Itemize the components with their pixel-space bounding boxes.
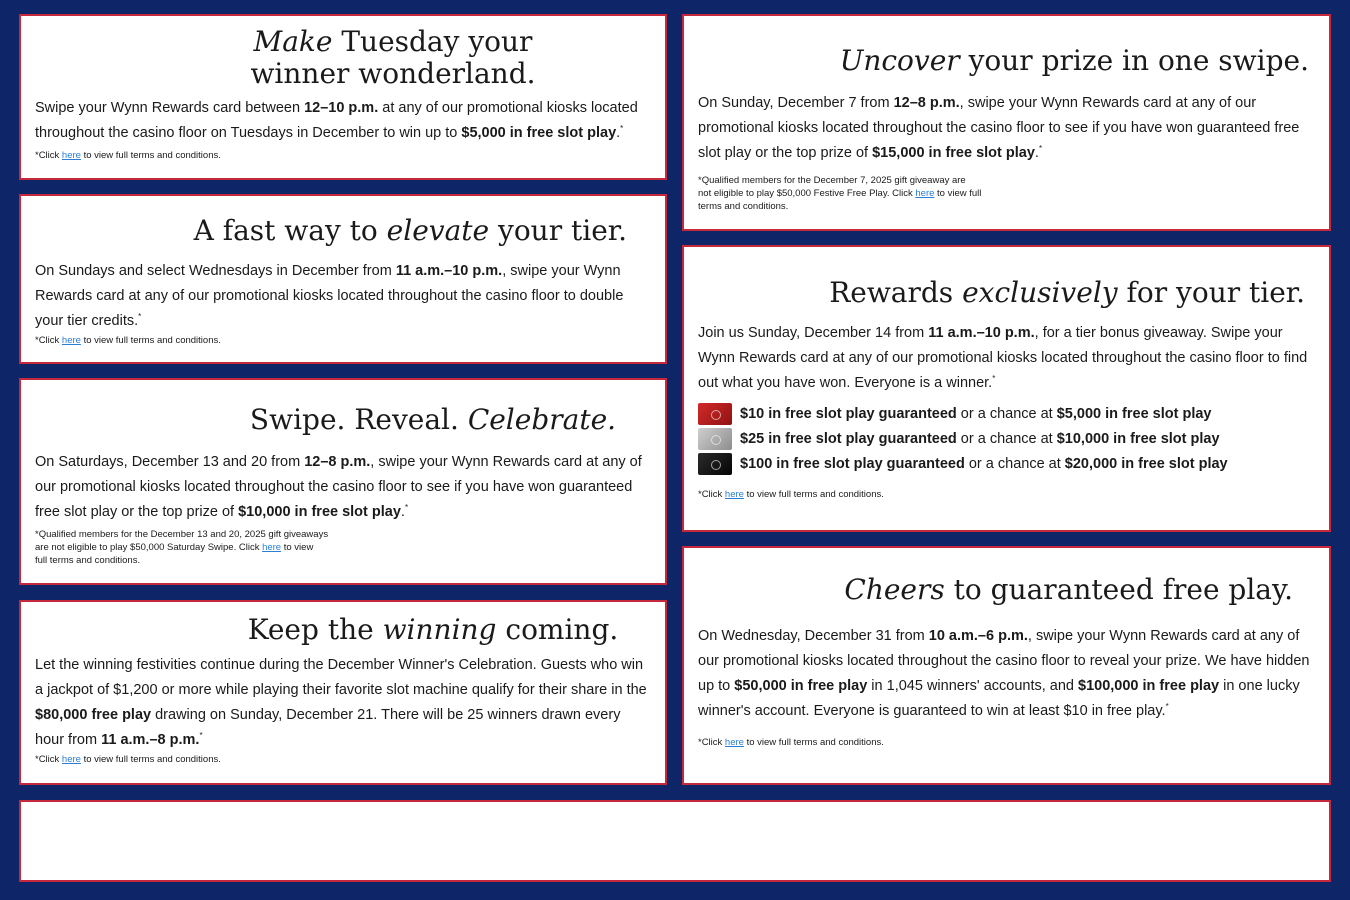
red-tier-card-icon — [698, 403, 732, 425]
body-text: , swipe your Wynn Rewards card at any of our promotional kiosks located throughout the casino floor to see if you have won guaranteed free slot play or the top prize of — [698, 95, 1300, 162]
body-prize: $80,000 free play — [35, 707, 152, 724]
headline-text: A fast way to — [193, 214, 387, 247]
tier-list — [698, 401, 1315, 476]
terms-text: to view full terms and conditions. — [80, 335, 221, 347]
body-time: 11 a.m.–10 p.m. — [395, 263, 503, 280]
promo-card-tier-credits — [19, 194, 667, 364]
tier-text: or a chance at — [956, 405, 1057, 422]
body-time: 12–8 p.m. — [893, 95, 960, 112]
tier-row-black — [698, 451, 1315, 476]
headline-emphasis: Uncover — [839, 44, 960, 77]
body-text: in 1,045 winners' accounts, and — [867, 678, 1079, 695]
terms-link[interactable]: here — [724, 489, 744, 501]
tier-guaranteed: $25 in free slot play guaranteed — [740, 430, 957, 447]
terms-note — [35, 334, 651, 347]
body-prize: $100,000 in free play — [1078, 678, 1220, 695]
headline-text: coming. — [496, 613, 619, 646]
body-text: at any of our promotional kiosks located throughout the casino floor on Tuesdays in December to win up to — [35, 100, 638, 142]
footnote-marker: * — [992, 374, 996, 384]
terms-link[interactable]: here — [61, 335, 81, 347]
footnote-marker: * — [1038, 144, 1043, 154]
terms-link[interactable]: here — [915, 188, 935, 200]
body-prize: $50,000 in free play — [734, 678, 868, 695]
promo-body — [35, 653, 651, 753]
promo-body — [35, 259, 651, 334]
terms-text: to view full terms and conditions. — [743, 737, 884, 749]
headline-emphasis: exclusively — [962, 276, 1118, 309]
body-time: 12–10 p.m. — [304, 100, 379, 117]
headline-text-line2: winner wonderland. — [250, 57, 536, 91]
promo-card-uncover — [682, 14, 1331, 231]
headline-text: for your tier. — [1117, 276, 1305, 309]
terms-text: *Qualified members for the December 7, 2025 gift giveaway are — [698, 175, 966, 187]
terms-note — [35, 753, 651, 766]
promo-headline — [698, 277, 1315, 309]
promo-body — [698, 321, 1315, 396]
promo-body — [698, 624, 1315, 724]
headline-emphasis: Celebrate. — [467, 403, 617, 436]
tier-text: or a chance at — [956, 430, 1057, 447]
body-text: . — [1034, 145, 1039, 162]
headline-text: your tier. — [489, 214, 627, 247]
headline-text: Tuesday your — [332, 25, 533, 58]
terms-link[interactable]: here — [262, 542, 282, 554]
body-text: Join us Sunday, December 14 from — [698, 325, 929, 342]
promo-card-tuesday — [19, 14, 667, 180]
terms-link[interactable]: here — [61, 754, 81, 766]
body-time: 11 a.m.–10 p.m. — [928, 325, 1035, 342]
tier-top-prize: $20,000 in free slot play — [1064, 455, 1228, 472]
headline-emphasis: Cheers — [844, 573, 945, 606]
footnote-marker: * — [620, 124, 624, 134]
headline-text: Keep the — [247, 613, 383, 646]
promo-card-winners-celebration — [19, 600, 667, 785]
terms-link[interactable]: here — [724, 737, 744, 749]
headline-text: Swipe. Reveal. — [249, 403, 468, 436]
terms-text: terms and conditions. — [698, 201, 789, 213]
terms-text: *Click — [35, 754, 62, 766]
terms-text: not eligible to play $50,000 Festive Free Play. Click — [698, 188, 916, 200]
terms-text: are not eligible to play $50,000 Saturday Swipe. Click — [35, 542, 263, 554]
promo-body — [35, 450, 651, 525]
terms-text: *Click — [698, 737, 725, 749]
body-text: , for a tier bonus giveaway. Swipe your Wynn Rewards card at any of our promotional kiosks located throughout the casino floor to find out what you have won. Everyone is a winner. — [698, 325, 1308, 392]
body-text: , swipe your Wynn Rewards card at any of our promotional kiosks located throughout the casino floor to reveal your prize. We have hidden up to — [698, 628, 1310, 695]
tier-text: or a chance at — [964, 455, 1065, 472]
body-time: 11 a.m.–8 p.m. — [101, 732, 200, 749]
footer-banner — [19, 800, 1331, 882]
terms-text: *Click — [698, 489, 725, 501]
headline-text: your prize in one swipe. — [959, 44, 1309, 77]
tier-top-prize: $10,000 in free slot play — [1056, 430, 1220, 447]
tier-guaranteed: $10 in free slot play guaranteed — [740, 405, 957, 422]
terms-text: full terms and conditions. — [35, 555, 141, 567]
promo-headline — [698, 574, 1315, 606]
promo-body — [698, 91, 1315, 166]
body-text: On Sunday, December 7 from — [698, 95, 894, 112]
terms-text: to view — [281, 542, 314, 554]
promo-headline — [35, 215, 651, 247]
promo-card-rewards-tier — [682, 245, 1331, 532]
terms-note — [698, 488, 1315, 501]
tier-row-red — [698, 401, 1315, 426]
body-text: Swipe your Wynn Rewards card between — [35, 100, 305, 117]
headline-emphasis: winning — [382, 613, 497, 646]
black-tier-card-icon — [698, 453, 732, 475]
body-text: in one lucky winner's account. Everyone is guaranteed to win at least $10 in free play. — [698, 678, 1300, 720]
body-text: drawing on Sunday, December 21. There will be 25 winners drawn every hour from — [35, 707, 621, 749]
body-time: 10 a.m.–6 p.m. — [928, 628, 1028, 645]
footnote-marker: * — [138, 312, 142, 322]
body-prize: $15,000 in free slot play — [872, 145, 1035, 162]
tier-top-prize: $5,000 in free slot play — [1056, 405, 1212, 422]
body-text: On Saturdays, December 13 and 20 from — [35, 454, 305, 471]
terms-note — [35, 528, 651, 567]
body-text: , swipe your Wynn Rewards card at any of our promotional kiosks located throughout the casino floor to double your tier credits. — [35, 263, 624, 330]
body-text: . — [616, 125, 621, 142]
terms-note — [35, 149, 651, 162]
body-prize: $5,000 in free slot play — [461, 125, 617, 142]
body-text: , swipe your Wynn Rewards card at any of our promotional kiosks located throughout the casino floor to see if you have won guaranteed free slot play or the top prize of — [35, 454, 642, 521]
promo-headline — [35, 614, 651, 646]
silver-tier-card-icon — [698, 428, 732, 450]
promo-card-saturday — [19, 378, 667, 585]
terms-note — [698, 736, 1315, 749]
terms-text: *Click — [35, 150, 62, 162]
footnote-marker: * — [404, 503, 409, 513]
headline-emphasis: Make — [253, 25, 333, 58]
body-text: . — [400, 504, 405, 521]
footnote-marker: * — [199, 731, 203, 741]
terms-link[interactable]: here — [61, 150, 81, 162]
footnote-marker: * — [1165, 702, 1169, 712]
terms-text: *Click — [35, 335, 62, 347]
promo-headline — [698, 45, 1315, 77]
body-text: On Sundays and select Wednesdays in December from — [35, 263, 396, 280]
promo-body — [35, 96, 651, 146]
body-prize: $10,000 in free slot play — [238, 504, 401, 521]
terms-note — [698, 174, 1315, 213]
terms-text: to view full — [934, 188, 982, 200]
headline-text: to guaranteed free play. — [944, 573, 1293, 606]
terms-text: to view full terms and conditions. — [80, 754, 221, 766]
promo-headline — [35, 26, 651, 90]
terms-text: *Qualified members for the December 13 and 20, 2025 gift giveaways — [35, 529, 329, 541]
terms-text: to view full terms and conditions. — [80, 150, 221, 162]
terms-text: to view full terms and conditions. — [743, 489, 884, 501]
promo-headline — [35, 404, 651, 436]
promo-card-cheers — [682, 546, 1331, 785]
body-time: 12–8 p.m. — [304, 454, 371, 471]
body-text: On Wednesday, December 31 from — [698, 628, 929, 645]
headline-emphasis: elevate — [386, 214, 490, 247]
tier-row-silver — [698, 426, 1315, 451]
headline-text: Rewards — [829, 276, 963, 309]
tier-guaranteed: $100 in free slot play guaranteed — [740, 455, 965, 472]
body-text: Let the winning festivities continue during the December Winner's Celebration. Guests who win a jackpot of $1,200 or more while playing their favorite slot machine qualify for their share in the — [35, 657, 647, 699]
